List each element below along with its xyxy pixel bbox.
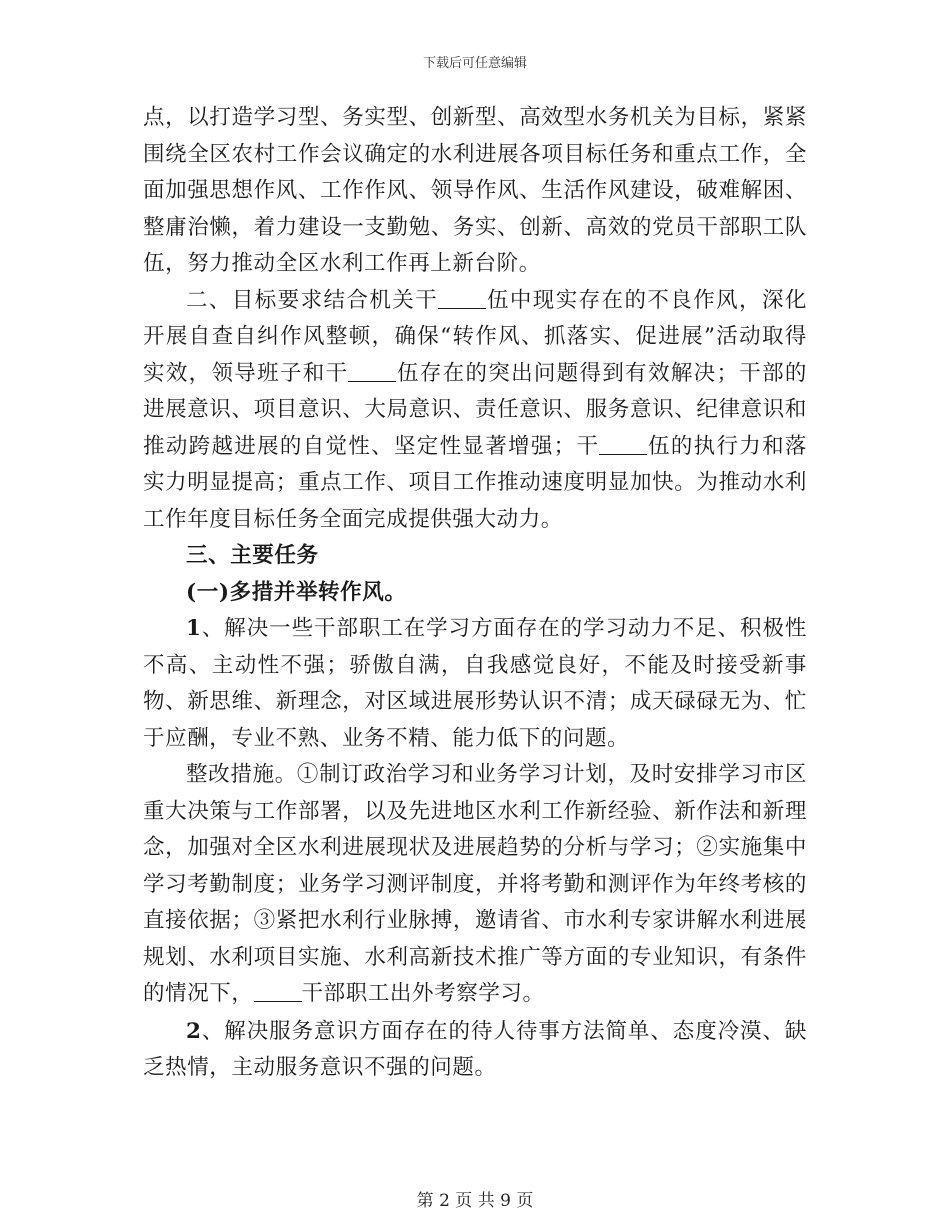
- blank-underline: [254, 979, 302, 1002]
- blank-underline: [348, 359, 396, 382]
- document-body: [143, 100, 807, 1087]
- blank-underline: [438, 286, 486, 309]
- item-number: 2: [186, 1018, 202, 1044]
- paragraph-goal-continued: 点，以打造学习型、务实型、创新型、高效型水务机关为目标，紧紧围绕全区农村工作会议确定的水利进展各项目标任务和重点工作，全面加强思想作风、工作作风、领导作风、生活作风建设，破难解困、整庸治懒，着力建设一支勤勉、务实、创新、高效的党员干部职工队伍，努力推动全区水利工作再上新台阶。: [143, 105, 807, 276]
- paragraph-rectification-measures: [143, 757, 807, 1013]
- paragraph-item-1: [143, 611, 807, 757]
- item-text: 、解决服务意识方面存在的待人待事方法简单、态度冷漠、缺乏热情，主动服务意识不强的问题。: [143, 1018, 807, 1080]
- measures-text-2: 干部职工出外考察学习。: [301, 981, 545, 1006]
- paragraph-objectives: [143, 283, 807, 539]
- item-text: 、解决一些干部职工在学习方面存在的学习动力不足、积极性不高、主动性不强；骄傲自满，自我感觉良好，不能及时接受新事物、新思维、新理念，对区域进展形势认识不清；成天碌碌无为、忙于应酬，专业不熟、业务不精、能力低下的问题。: [143, 616, 807, 751]
- page-header: 下载后可任意编辑: [422, 56, 527, 71]
- objectives-text-4: 伍的执行力和落实力明显提高；重点工作、项目工作推动速度明显加快。为推动水利工作年度目标任务全面完成提供强大动力。: [143, 433, 807, 532]
- section-heading-main-tasks: 三、主要任务: [186, 543, 319, 568]
- objectives-text-3: 伍存在的突出问题得到有效解决；干部的进展意识、项目意识、大局意识、责任意识、服务意识、纪律意识和推动跨越进展的自觉性、坚定性显著增强；干: [143, 360, 807, 459]
- objectives-text-1: 二、目标要求结合机关干: [186, 287, 439, 313]
- item-number: 1: [186, 616, 202, 641]
- paragraph-item-2: [143, 1014, 807, 1087]
- subsection-heading-1: (一)多措并举转作风。: [186, 579, 407, 605]
- blank-underline: [599, 432, 647, 455]
- page-footer: 第 2 页 共 9 页: [416, 1191, 534, 1211]
- measures-text-1: 整改措施。①制订政治学习和业务学习计划，及时安排学习市区重大决策与工作部署，以及先进地区水利工作新经验、新作法和新理念，加强对全区水利进展现状及进展趋势的分析与学习；②实施集中学习考勤制度；业务学习测评制度，并将考勤和测评作为年终考核的直接依据；③紧把水利行业脉搏，邀请省、市水利专家讲解水利进展规划、水利项目实施、水利高新技术推广等方面的专业知识，有条件的情况下，: [143, 762, 807, 1006]
- objectives-text-2: 伍中现实存在的不良作风，深化开展自查自纠作风整顿，确保“转作风、抓落实、促进展”活动取得实效，领导班子和干: [143, 287, 807, 386]
